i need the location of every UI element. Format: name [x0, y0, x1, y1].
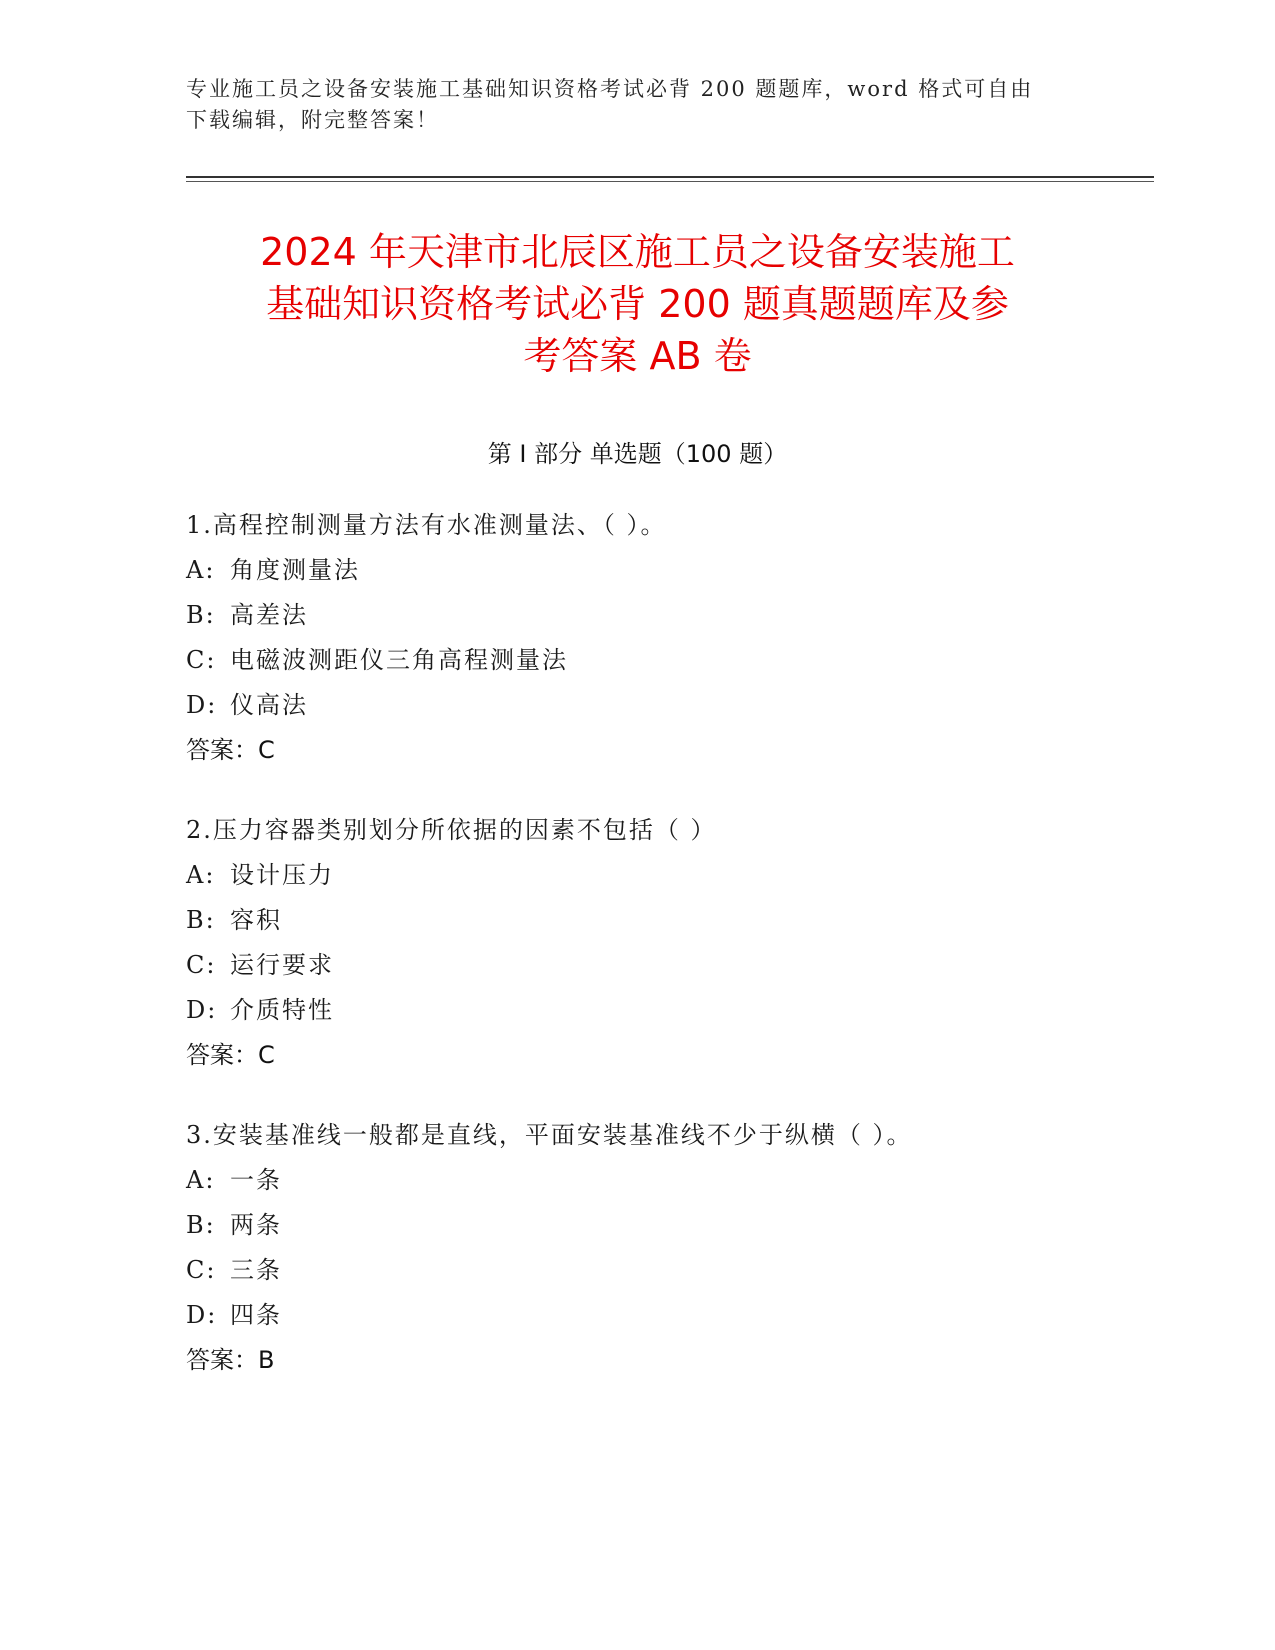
- option-b: [186, 593, 1086, 638]
- option-d: [186, 683, 1086, 728]
- option-c: [186, 943, 1086, 988]
- option-text: 电磁波测距仪三角高程测量法: [230, 646, 568, 674]
- option-d: [186, 1293, 1086, 1338]
- option-text: 高差法: [230, 601, 308, 629]
- answer-line: 答案：C: [186, 1041, 275, 1069]
- question-1: [186, 503, 1086, 773]
- option-key: B:: [186, 601, 216, 629]
- header-note-line-2: 下载编辑，附完整答案！: [186, 108, 439, 132]
- option-key: D:: [186, 691, 218, 719]
- section-heading: 第 I 部分 单选题（100 题）: [487, 440, 788, 468]
- option-text: 介质特性: [230, 996, 334, 1024]
- option-key: B:: [186, 906, 216, 934]
- option-text: 两条: [230, 1211, 282, 1239]
- option-key: A:: [186, 861, 216, 889]
- option-text: 容积: [230, 906, 282, 934]
- option-key: A:: [186, 556, 216, 584]
- option-a: [186, 853, 1086, 898]
- option-text: 设计压力: [230, 861, 334, 889]
- option-text: 四条: [230, 1301, 282, 1329]
- option-text: 角度测量法: [230, 556, 360, 584]
- option-a: [186, 548, 1086, 593]
- answer-line: 答案：B: [186, 1346, 275, 1374]
- document-title: [160, 226, 1115, 382]
- document-title-line-3: 考答案 AB 卷: [523, 334, 752, 378]
- option-key: C:: [186, 1256, 217, 1284]
- option-key: D:: [186, 996, 218, 1024]
- header-note: [186, 74, 1086, 136]
- option-c: [186, 1248, 1086, 1293]
- question-2: [186, 808, 1086, 1078]
- question-stem: 2.压力容器类别划分所依据的因素不包括（ ）: [186, 816, 717, 844]
- question-stem: 1.高程控制测量方法有水准测量法、（ ）。: [186, 511, 667, 539]
- option-text: 三条: [230, 1256, 282, 1284]
- option-text: 一条: [230, 1166, 282, 1194]
- option-key: C:: [186, 951, 217, 979]
- option-text: 仪高法: [230, 691, 308, 719]
- option-d: [186, 988, 1086, 1033]
- option-key: A:: [186, 1166, 216, 1194]
- document-title-line-1: 2024 年天津市北辰区施工员之设备安装施工: [260, 230, 1015, 274]
- option-a: [186, 1158, 1086, 1203]
- question-3: [186, 1113, 1086, 1383]
- option-c: [186, 638, 1086, 683]
- option-b: [186, 898, 1086, 943]
- option-text: 运行要求: [230, 951, 334, 979]
- option-key: D:: [186, 1301, 218, 1329]
- header-note-line-1: 专业施工员之设备安装施工基础知识资格考试必背 200 题题库，word 格式可自由: [186, 77, 1034, 101]
- header-divider-thick: [186, 176, 1154, 178]
- option-key: B:: [186, 1211, 216, 1239]
- option-b: [186, 1203, 1086, 1248]
- header-divider-thin: [186, 181, 1154, 182]
- option-key: C:: [186, 646, 217, 674]
- document-title-line-2: 基础知识资格考试必背 200 题真题题库及参: [266, 282, 1009, 326]
- question-stem: 3.安装基准线一般都是直线，平面安装基准线不少于纵横（ ）。: [186, 1121, 913, 1149]
- answer-line: 答案：C: [186, 736, 275, 764]
